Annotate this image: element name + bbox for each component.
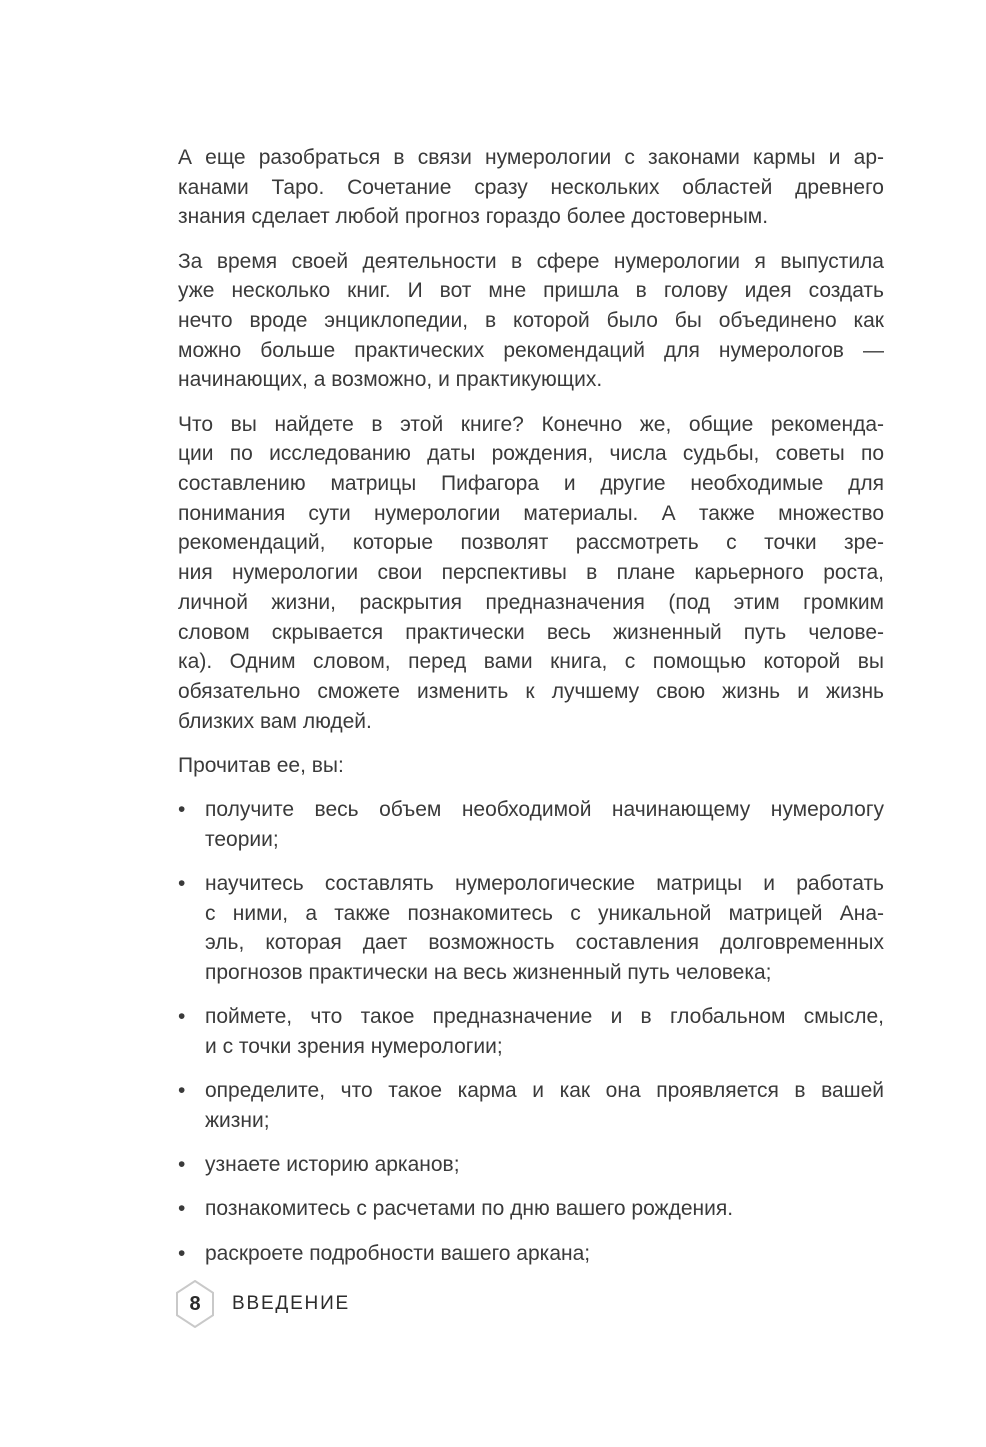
- text-line: А еще разобраться в связи нумерологии с законами кармы и ар-: [178, 146, 884, 169]
- text-line: нечто вроде энциклопедии, в которой было бы объединено как: [178, 309, 884, 333]
- page-footer: [176, 1280, 350, 1328]
- list-item-text: [205, 1002, 884, 1061]
- bullet-icon: •: [178, 1005, 186, 1029]
- text-line: с ними, а также познакомитесь с уникальной матрицей Ана-: [205, 901, 884, 925]
- text-line: ции по исследованию даты рождения, числа судьбы, советы по: [178, 442, 884, 466]
- text-line: ка). Одним словом, перед вами книга, с помощью которой вы: [178, 650, 884, 674]
- paragraph: [178, 751, 884, 781]
- list-item: [178, 1194, 884, 1224]
- text-line: поймете, что такое предназначение и в глобальном смысле,: [205, 1005, 884, 1029]
- list-item-text: [205, 1076, 884, 1135]
- text-line: знания сделает любой прогноз гораздо более достоверным.: [178, 205, 769, 229]
- text-line: личной жизни, раскрытия предназначения (под этим громким: [178, 590, 884, 614]
- list-item: [178, 1002, 884, 1061]
- bullet-icon: •: [178, 1241, 186, 1265]
- text-line: жизни;: [205, 1108, 270, 1132]
- list-item: [178, 869, 884, 988]
- list-item: [178, 795, 884, 854]
- text-line: ния нумерологии свои перспективы в плане карьерного роста,: [178, 561, 884, 585]
- text-line: узнаете историю арканов;: [205, 1153, 460, 1177]
- text-line: близких вам людей.: [178, 709, 372, 733]
- text-line: обязательно сможете изменить к лучшему свою жизнь и жизнь: [178, 679, 884, 703]
- text-line: словом скрывается практически весь жизненный путь челове-: [178, 620, 884, 644]
- text-line: Что вы найдете в этой книге? Конечно же, общие рекоменда-: [178, 412, 884, 436]
- text-line: За время своей деятельности в сфере нумерологии я выпустила: [178, 249, 884, 273]
- text-line: и с точки зрения нумерологии;: [205, 1034, 503, 1058]
- list-item-text: [205, 1150, 884, 1180]
- text-line: теории;: [205, 827, 279, 851]
- text-line: рекомендаций, которые позволят рассмотреть с точки зре-: [178, 531, 884, 555]
- bullet-icon: •: [178, 798, 186, 822]
- text-line: определите, что такое карма и как она проявляется в вашей: [205, 1079, 884, 1103]
- page-content: [178, 143, 884, 1283]
- list-item: [178, 1239, 884, 1269]
- text-line: получите весь объем необходимой начинающему нумерологу: [205, 798, 884, 822]
- paragraph: [178, 410, 884, 737]
- text-line: можно больше практических рекомендаций для нумерологов —: [178, 338, 884, 362]
- list-item: [178, 1150, 884, 1180]
- bullet-icon: •: [178, 871, 186, 895]
- list-item-text: [205, 869, 884, 988]
- text-line: канами Таро. Сочетание сразу нескольких областей древнего: [178, 175, 884, 199]
- list-item: [178, 1076, 884, 1135]
- text-line: познакомитесь с расчетами по дню вашего рождения.: [205, 1197, 734, 1221]
- text-line: прогнозов практически на весь жизненный путь человека;: [205, 961, 772, 985]
- paragraph: [178, 143, 884, 232]
- paragraph: [178, 247, 884, 396]
- text-line: уже несколько книг. И вот мне пришла в голову идея создать: [178, 279, 884, 303]
- page-number-badge: [176, 1280, 214, 1328]
- list-item-text: [205, 795, 884, 854]
- text-line: раскроете подробности вашего аркана;: [205, 1241, 591, 1265]
- page-number: 8: [189, 1292, 201, 1315]
- text-line: эль, которая дает возможность составления долговременных: [205, 931, 884, 955]
- bullet-icon: •: [178, 1197, 186, 1221]
- bullet-icon: •: [178, 1079, 186, 1103]
- section-label: ВВЕДЕНИЕ: [232, 1293, 351, 1314]
- list-item-text: [205, 1239, 884, 1269]
- text-line: Прочитав ее, вы:: [178, 753, 344, 777]
- text-line: научитесь составлять нумерологические матрицы и работать: [205, 871, 884, 895]
- text-line: понимания сути нумерологии материалы. А также множество: [178, 501, 884, 525]
- text-line: начинающих, а возможно, и практикующих.: [178, 368, 603, 392]
- text-line: составлению матрицы Пифагора и другие необходимые для: [178, 472, 884, 496]
- list-item-text: [205, 1194, 884, 1224]
- bullet-icon: •: [178, 1153, 186, 1177]
